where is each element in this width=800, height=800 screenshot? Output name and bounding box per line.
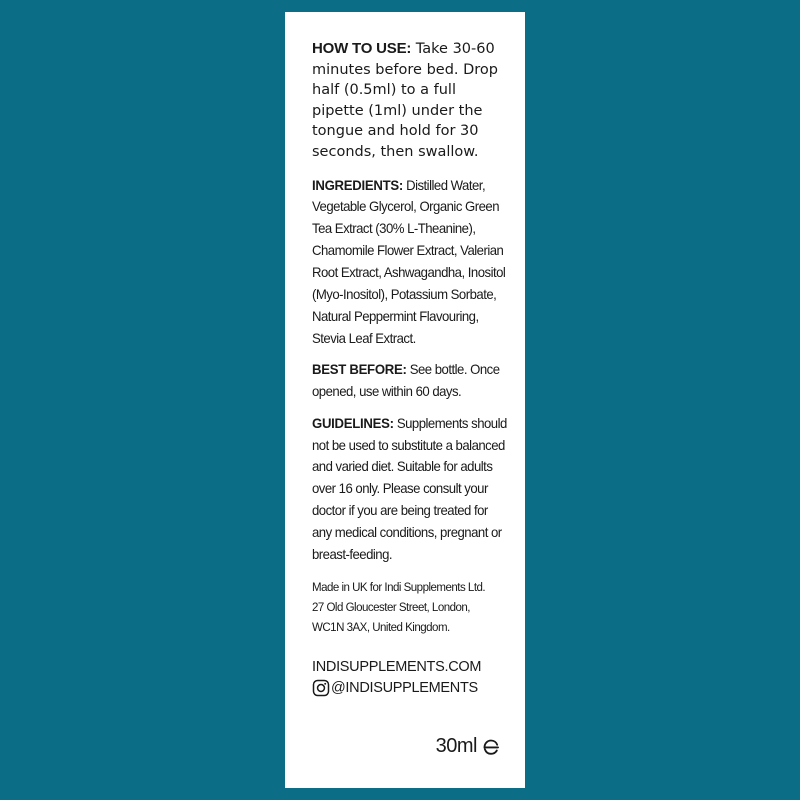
address-line-1: Made in UK for Indi Supplements Ltd. [312,579,486,594]
manufacturer-address [312,577,507,637]
estimated-sign-icon [481,737,501,757]
best-before-text: See bottle. Once opened, use within 60 days. [312,360,500,399]
ingredients-section [312,175,508,350]
address-line-2: 27 Old Gloucester Street, London, [312,599,470,614]
ingredients-heading: INGREDIENTS: [312,176,403,193]
volume-text: 30ml [435,735,477,757]
how-to-use-heading: HOW TO USE: [312,40,412,57]
guidelines-heading: GUIDELINES: [312,414,394,431]
ingredients-text: Distilled Water, Vegetable Glycerol, Organic Green Tea Extract (30% L-Theanine), Chamomile Flower Extract, Valerian Root Extract, Ashwagandha, Inositol (Myo-Inositol), Potassium Sorbate, Natural Peppermint Flavouring, Stevia Leaf Extract. [312,176,506,346]
how-to-use-section [312,39,512,163]
instagram-handle: @INDISUPPLEMENTS [331,679,478,696]
website-text: INDISUPPLEMENTS.COM [312,658,482,675]
instagram-row [312,678,525,698]
guidelines-section [312,413,508,566]
instagram-icon [312,679,330,697]
volume-mark [436,735,501,758]
product-label [285,12,525,788]
guidelines-text: Supplements should not be used to substitute a balanced and varied diet. Suitable for adults over 16 only. Please consult your doctor if you are being treated for any medical conditions, pregnant or breast-feeding. [312,414,507,563]
best-before-heading: BEST BEFORE: [312,360,407,377]
best-before-section [312,359,508,403]
how-to-use-text: Take 30-60 minutes before bed. Drop half (0.5ml) to a full pipette (1ml) under the tongue and hold for 30 seconds, then swallow. [312,41,499,160]
address-line-3: WC1N 3AX, United Kingdom. [312,619,450,634]
